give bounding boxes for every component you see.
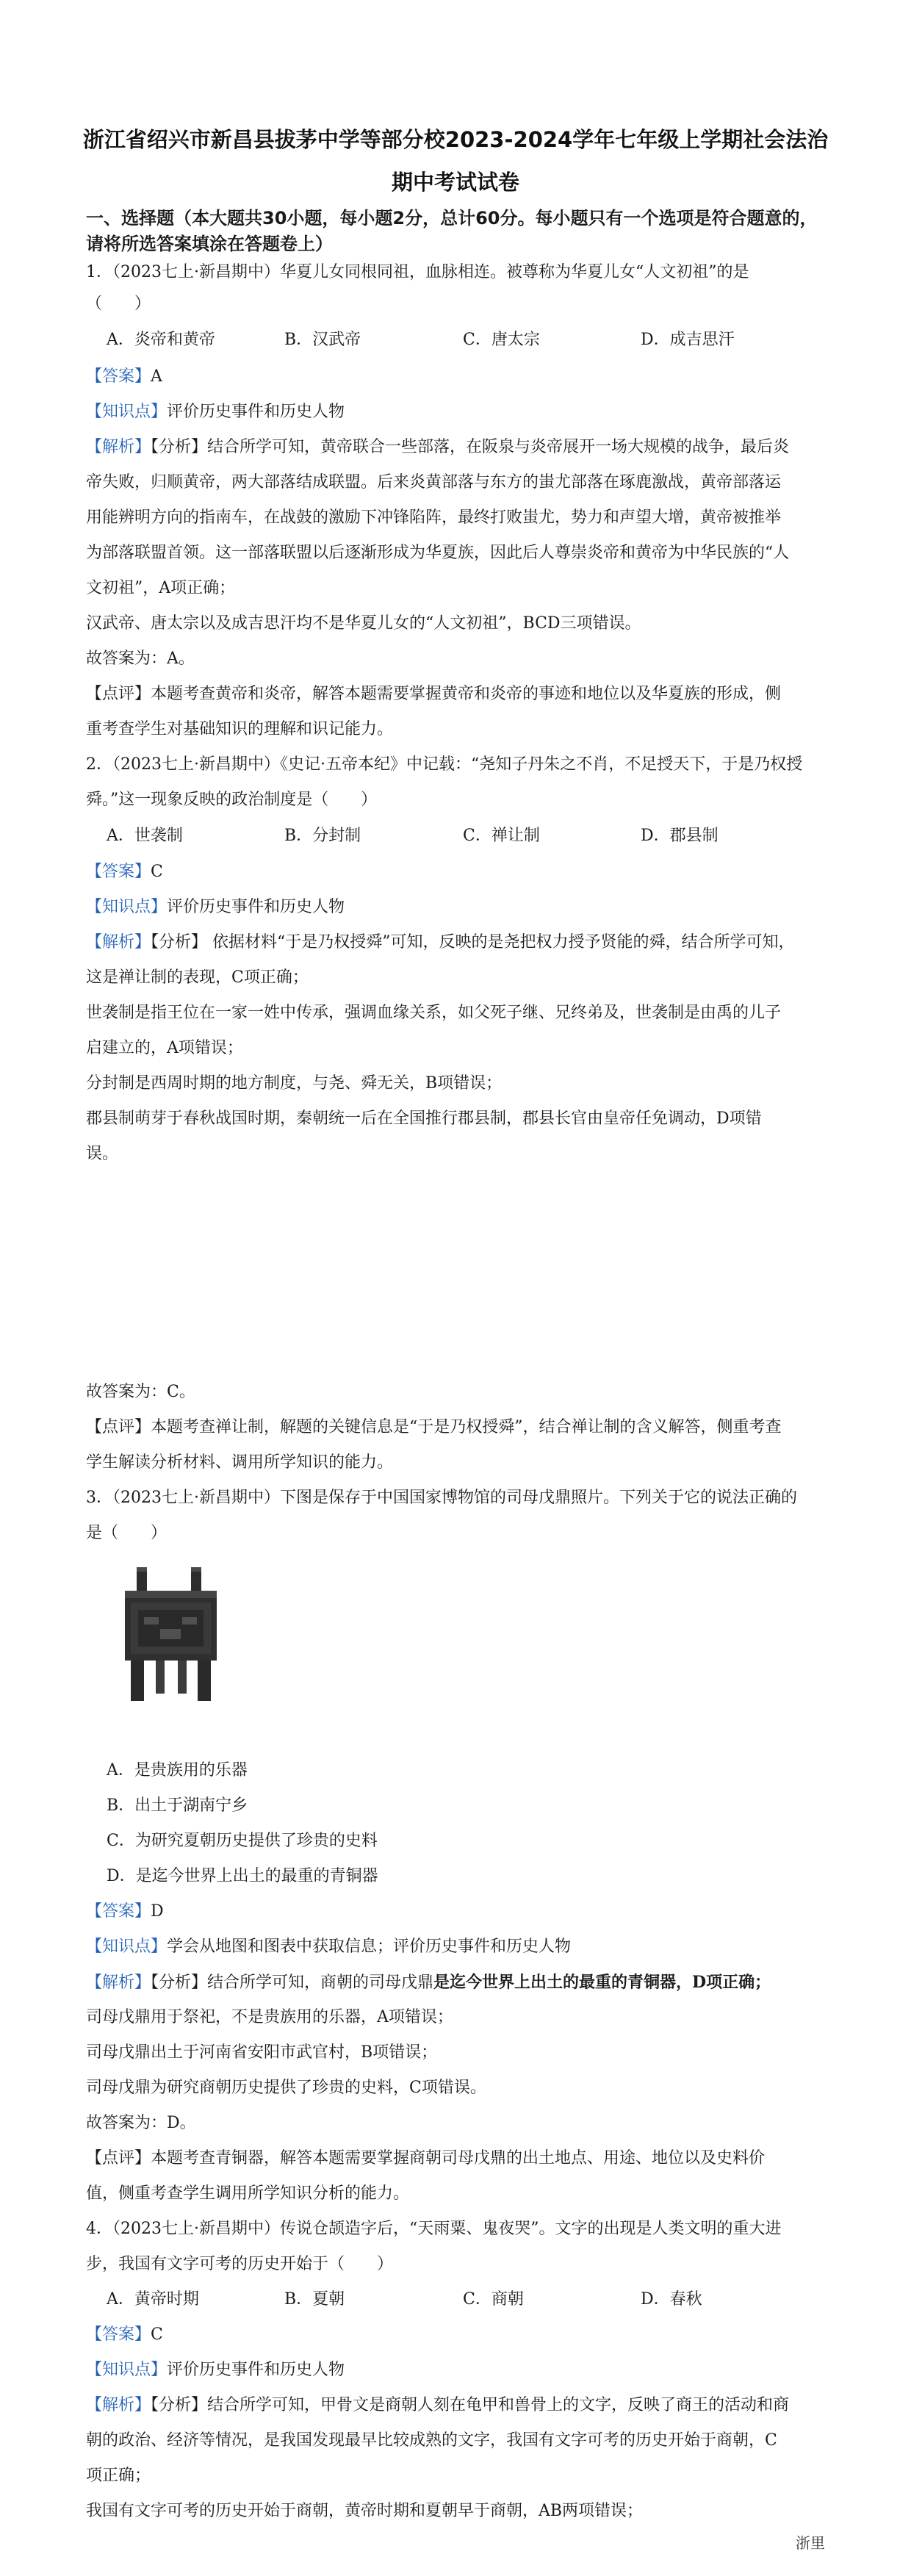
- q4-option-b: B．夏朝: [284, 2290, 345, 2309]
- q2-analysis-line: [86, 931, 828, 954]
- q4-knowledge-point: [86, 2359, 828, 2382]
- q1-analysis-line: 故答案为：A。: [86, 650, 195, 668]
- q1-answer: [86, 365, 828, 389]
- q1-option-b: B．汉武帝: [284, 331, 361, 349]
- q4-option-c: C．商朝: [463, 2290, 524, 2309]
- q2-analysis-text: 【分析】 依据材料“于是乃权授舜”可知，反映的是尧把权力授予贤能的舜，结合所学可知，: [151, 933, 795, 951]
- doc-title-line2: 期中考试试卷: [391, 170, 519, 195]
- knowledge-tag: 【知识点】: [86, 898, 168, 916]
- q2-option-d: D．郡县制: [641, 827, 719, 845]
- q2-analysis-line: 郡县制萌芽于春秋战国时期，秦朝统一后在全国推行郡县制，郡县长官由皇帝任免调动，D项错: [86, 1109, 762, 1128]
- q4-stem-line1: 4．（2023七上·新昌期中）传说仓颉造字后，“天雨粟、鬼夜哭”。文字的出现是人类文明的重大进: [86, 2220, 782, 2238]
- analysis-tag: 【解析】: [86, 438, 151, 456]
- q3-option-c: C．为研究夏朝历史提供了珍贵的史料: [107, 1832, 378, 1850]
- q1-analysis-line: 用能辨明方向的指南车，在战鼓的激励下冲锋陷阵，最终打败蚩尤，势力和声望大增，黄帝被推举: [86, 508, 782, 527]
- q1-stem-line1: 1．（2023七上·新昌期中）华夏儿女同根同祖，血脉相连。被尊称为华夏儿女“人文初祖”的是: [86, 263, 749, 281]
- q2-analysis-line: 误。: [86, 1145, 119, 1163]
- q3-answer: [86, 1900, 828, 1924]
- q4-option-d: D．春秋: [641, 2290, 702, 2309]
- doc-title-line1: 浙江省绍兴市新昌县拔茅中学等部分校2023-2024学年七年级上学期社会法治: [82, 127, 829, 152]
- answer-tag: 【答案】: [86, 1902, 151, 1921]
- q4-stem-line2: 步，我国有文字可考的历史开始于（ ）: [86, 2255, 394, 2273]
- q1-knowledge-value: 评价历史事件和历史人物: [167, 403, 345, 421]
- q2-option-b: B．分封制: [284, 827, 361, 845]
- knowledge-tag: 【知识点】: [86, 2361, 168, 2379]
- q3-analysis-text: 【分析】结合所学可知，商朝的司母戊鼎: [151, 1974, 434, 1992]
- q1-knowledge-point: [86, 400, 828, 424]
- q3-knowledge-point: [86, 1935, 828, 1959]
- q2-comment-line: 【点评】本题考查禅让制，解题的关键信息是“于是乃权授舜”，结合禅让制的含义解答，侧重考查: [86, 1418, 782, 1436]
- q2-answer-value: C: [151, 863, 163, 881]
- q1-analysis-line: [86, 436, 828, 459]
- q4-analysis-line: 我国有文字可考的历史开始于商朝，黄帝时期和夏朝早于商朝，AB两项错误；: [86, 2502, 644, 2520]
- q2-knowledge-point: [86, 896, 828, 919]
- q1-option-c: C．唐太宗: [463, 331, 540, 349]
- q1-option-d: D．成吉思汗: [641, 331, 735, 349]
- q3-analysis-line: [86, 1971, 828, 1995]
- page-footer: 浙里: [796, 2534, 825, 2552]
- analysis-tag: 【解析】: [86, 2396, 151, 2414]
- q3-analysis-line: 故答案为：D。: [86, 2114, 196, 2132]
- q4-analysis-line: [86, 2394, 828, 2417]
- q1-analysis-line: 文初祖”，A项正确；: [86, 579, 236, 597]
- q3-analysis-line: 司母戊鼎用于祭祀，不是贵族用的乐器，A项错误；: [86, 2008, 453, 2026]
- q3-stem-line1: 3．（2023七上·新昌期中）下图是保存于中国国家博物馆的司母戊鼎照片。下列关于它的说法正确的: [86, 1489, 797, 1507]
- q1-analysis-line: 汉武帝、唐太宗以及成吉思汗均不是华夏儿女的“人文初祖”，BCD三项错误。: [86, 614, 641, 633]
- analysis-tag: 【解析】: [86, 1974, 151, 1992]
- section-heading-line1: 一、选择题（本大题共30小题，每小题2分，总计60分。每小题只有一个选项是符合题意的，: [86, 208, 818, 229]
- q2-comment-line: 学生解读分析材料、调用所学知识的能力。: [86, 1453, 394, 1472]
- q1-stem-line2: （ ）: [86, 295, 151, 313]
- q1-option-a: A．炎帝和黄帝: [107, 331, 215, 349]
- q2-analysis-line: 这是禅让制的表现，C项正确；: [86, 968, 309, 987]
- q3-option-b: B．出土于湖南宁乡: [107, 1796, 248, 1815]
- q4-analysis-line: 朝的政治、经济等情况，是我国发现最早比较成熟的文字，我国有文字可考的历史开始于商朝，C: [86, 2431, 777, 2450]
- q2-analysis-line: 世袭制是指王位在一家一姓中传承，强调血缘关系，如父死子继、兄终弟及，世袭制是由禹的儿子: [86, 1004, 782, 1022]
- q4-option-a: A．黄帝时期: [107, 2290, 199, 2309]
- q1-comment-line: 重考查学生对基础知识的理解和识记能力。: [86, 720, 394, 738]
- q1-analysis-text: 【分析】结合所学可知，黄帝联合一些部落，在阪泉与炎帝展开一场大规模的战争，最后炎: [151, 438, 790, 456]
- q2-analysis-line: 分封制是西周时期的地方制度，与尧、舜无关，B项错误；: [86, 1074, 503, 1093]
- q1-analysis-line: 为部落联盟首领。这一部落联盟以后逐渐形成为华夏族，因此后人尊崇炎帝和黄帝为中华民族的“人: [86, 544, 790, 562]
- q3-option-d: D．是迄今世界上出土的最重的青铜器: [107, 1867, 378, 1885]
- q3-stem-line2: 是（ ）: [86, 1524, 168, 1542]
- q4-knowledge-value: 评价历史事件和历史人物: [167, 2361, 345, 2379]
- q2-option-a: A．世袭制: [107, 827, 183, 845]
- q3-answer-value: D: [151, 1902, 164, 1921]
- q3-knowledge-value: 学会从地图和图表中获取信息；评价历史事件和历史人物: [167, 1938, 572, 1956]
- q2-answer: [86, 860, 828, 884]
- section-heading-line2: 请将所选答案填涂在答题卷上）: [86, 234, 333, 254]
- q3-option-a: A．是贵族用的乐器: [107, 1761, 248, 1780]
- q3-analysis-line: 司母戊鼎为研究商朝历史提供了珍贵的史料，C项错误。: [86, 2079, 486, 2097]
- q2-knowledge-value: 评价历史事件和历史人物: [167, 898, 345, 916]
- q4-answer-value: C: [151, 2325, 163, 2344]
- q1-analysis-line: 帝失败，归顺黄帝，两大部落结成联盟。后来炎黄部落与东方的蚩尤部落在琢鹿激战，黄帝部落运: [86, 473, 782, 492]
- q3-analysis-line: 司母戊鼎出土于河南省安阳市武官村，B项错误；: [86, 2043, 438, 2062]
- q1-comment-line: 【点评】本题考查黄帝和炎帝，解答本题需要掌握黄帝和炎帝的事迹和地位以及华夏族的形成，侧: [86, 685, 782, 703]
- q2-stem-line2: 舜。”这一现象反映的政治制度是（ ）: [86, 791, 378, 809]
- q4-analysis-line: 项正确；: [86, 2467, 151, 2485]
- answer-tag: 【答案】: [86, 2325, 151, 2344]
- q4-analysis-text: 【分析】结合所学可知，甲骨文是商朝人刻在龟甲和兽骨上的文字，反映了商王的活动和商: [151, 2396, 790, 2414]
- q2-option-c: C．禅让制: [463, 827, 540, 845]
- q3-comment-line: 值，侧重考查学生调用所学知识分析的能力。: [86, 2184, 410, 2203]
- q1-answer-value: A: [151, 367, 162, 386]
- q3-analysis-bold: 是迄今世界上出土的最重的青铜器，D项正确；: [433, 1973, 771, 1992]
- knowledge-tag: 【知识点】: [86, 403, 168, 421]
- q4-answer: [86, 2323, 828, 2347]
- q2-analysis-line: 启建立的，A项错误；: [86, 1039, 243, 1057]
- analysis-tag: 【解析】: [86, 933, 151, 951]
- simuwu-ding-photo: [118, 1561, 224, 1708]
- q2-stem-line1: 2．（2023七上·新昌期中）《史记·五帝本纪》中记载：“尧知子丹朱之不肖，不足授天下，于是乃权授: [86, 755, 803, 774]
- q2-analysis-line: 故答案为：C。: [86, 1383, 195, 1401]
- answer-tag: 【答案】: [86, 367, 151, 386]
- answer-tag: 【答案】: [86, 863, 151, 881]
- knowledge-tag: 【知识点】: [86, 1938, 168, 1956]
- q3-comment-line: 【点评】本题考查青铜器，解答本题需要掌握商朝司母戊鼎的出土地点、用途、地位以及史料价: [86, 2149, 766, 2167]
